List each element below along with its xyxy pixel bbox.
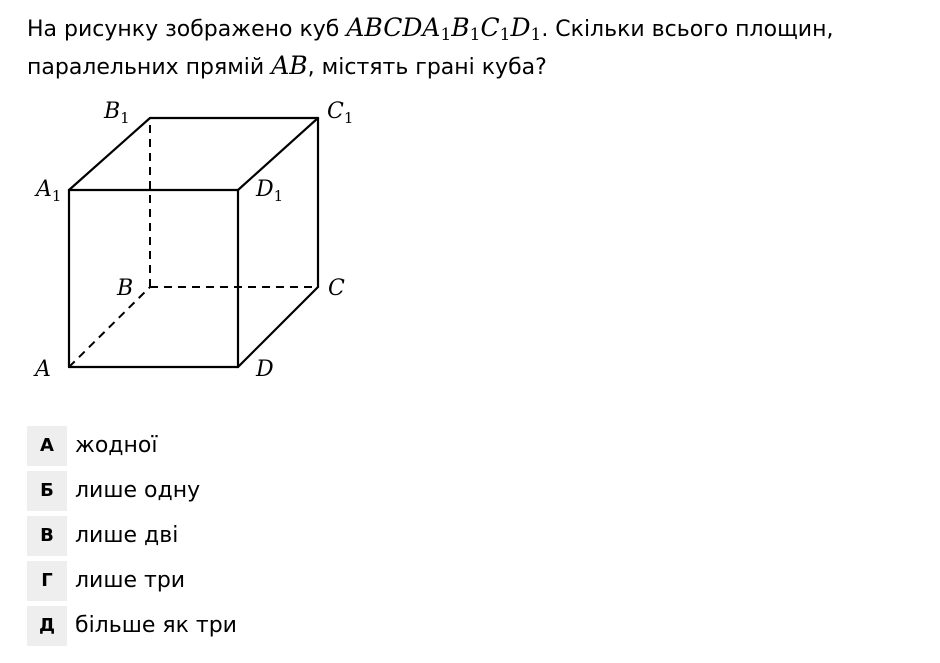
- option-text: лише три: [75, 568, 186, 593]
- label-A: A: [35, 357, 51, 382]
- edge-A1-B1: [69, 118, 150, 190]
- edge-A-B-hidden: [69, 287, 150, 367]
- option-text: лише одну: [75, 478, 201, 503]
- line-name: AB: [271, 51, 308, 80]
- cube-name: $ABCDA_1B_1C_1D_1$: [346, 13, 542, 45]
- option-v[interactable]: [27, 513, 237, 558]
- option-text: жодної: [75, 433, 158, 458]
- answer-options: [27, 423, 237, 648]
- question-text-before: На рисунку зображено куб: [27, 17, 347, 42]
- question-text-after: , містять грані куба?: [307, 55, 547, 80]
- label-D1: $D_1$: [256, 177, 284, 205]
- label-A1: $A_1$: [36, 177, 62, 205]
- option-letter: В: [27, 516, 67, 556]
- option-d[interactable]: [27, 603, 237, 648]
- label-C1: $C_1$: [327, 99, 354, 127]
- option-text: лише дві: [75, 523, 179, 548]
- option-a[interactable]: [27, 423, 237, 468]
- option-text: більше як три: [75, 613, 237, 638]
- question-text: [27, 10, 922, 86]
- option-letter: Б: [27, 471, 67, 511]
- label-C: C: [328, 276, 345, 301]
- edge-D1-C1: [238, 118, 318, 190]
- label-D: D: [256, 357, 274, 382]
- option-letter: А: [27, 426, 67, 466]
- option-letter: Д: [27, 606, 67, 646]
- option-g[interactable]: [27, 558, 237, 603]
- label-B: B: [117, 276, 134, 301]
- option-b[interactable]: [27, 468, 237, 513]
- cube-figure: [0, 90, 420, 390]
- label-B1: $B_1$: [104, 99, 130, 127]
- option-letter: Г: [27, 561, 67, 601]
- question-text-middle: . Скільки всього площин, паралельних прямій: [27, 17, 834, 80]
- edge-D-C: [238, 287, 318, 367]
